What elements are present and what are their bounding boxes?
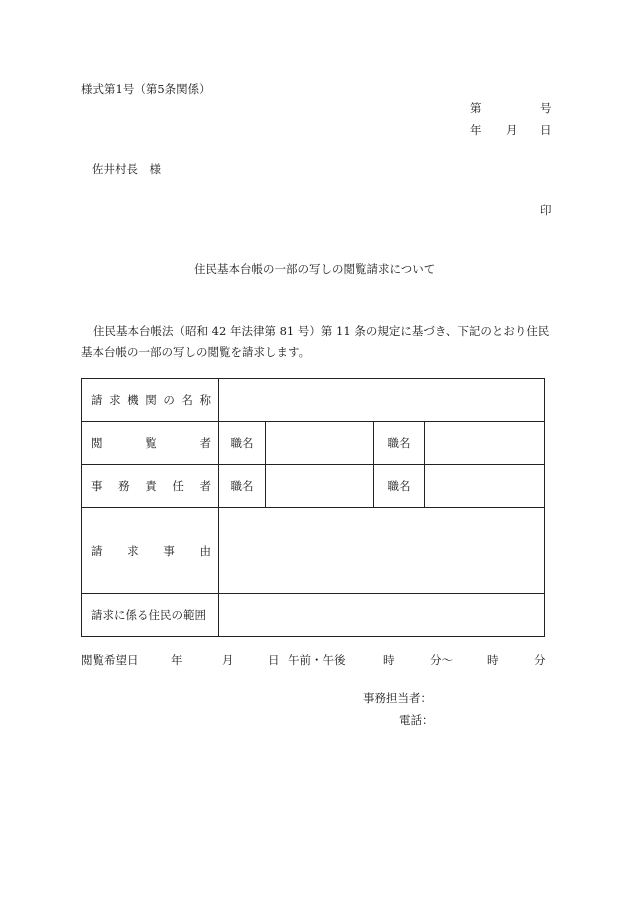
viewing-day: 日 <box>268 653 280 667</box>
reason-field[interactable] <box>219 508 545 594</box>
viewing-month: 月 <box>222 653 234 667</box>
date-day: 日 <box>540 123 552 137</box>
seal-mark: 印 <box>540 203 552 217</box>
manager-title-label-1: 職名 <box>219 465 266 508</box>
addressee: 佐井村長 様 <box>92 162 161 176</box>
manager-label-text: 事 務 責 任 者 <box>91 479 211 493</box>
viewing-date-label: 閲覧希望日 <box>81 653 139 667</box>
scope-label-text: 請求に係る住民の範囲 <box>91 608 206 622</box>
manager-title-field-1[interactable] <box>266 465 374 508</box>
doc-number-prefix: 第 <box>470 101 482 115</box>
date-month: 月 <box>506 123 518 137</box>
contact-person-label: 事務担当者： <box>363 691 432 705</box>
viewer-title-field-1[interactable] <box>266 422 374 465</box>
viewing-year: 年 <box>171 653 183 667</box>
reason-label <box>82 508 219 594</box>
agency-name-field[interactable] <box>219 379 545 422</box>
date-year: 年 <box>470 123 482 137</box>
viewing-ampm: 午前・午後 <box>288 653 346 667</box>
viewer-title-label-2: 職名 <box>374 422 425 465</box>
viewing-minute-end: 分 <box>534 653 546 667</box>
request-table <box>81 378 545 637</box>
scope-label <box>82 594 219 637</box>
document-title: 住民基本台帳の一部の写しの閲覧請求について <box>194 262 436 276</box>
viewer-title-label-1: 職名 <box>219 422 266 465</box>
viewer-label <box>82 422 219 465</box>
doc-number-suffix: 号 <box>540 101 552 115</box>
viewing-hour-start: 時 <box>383 653 395 667</box>
body-paragraph: 住民基本台帳法（昭和 42 年法律第 81 号）第 11 条の規定に基づき、下記のとおり住民基本台帳の一部の写しの閲覧を請求します。 <box>81 324 550 359</box>
agency-name-label-text: 請 求 機 関 の 名 称 <box>91 393 211 407</box>
form-id: 様式第1号（第5条関係） <box>81 82 211 96</box>
manager-label <box>82 465 219 508</box>
agency-name-label <box>82 379 219 422</box>
manager-title-field-2[interactable] <box>425 465 545 508</box>
viewing-minute-start: 分～ <box>430 653 453 667</box>
contact-phone-label: 電話： <box>399 713 434 727</box>
manager-title-label-2: 職名 <box>374 465 425 508</box>
scope-field[interactable] <box>219 594 545 637</box>
viewer-title-field-2[interactable] <box>425 422 545 465</box>
viewer-label-text: 閲 覧 者 <box>91 436 211 450</box>
viewing-hour-end: 時 <box>487 653 499 667</box>
reason-label-text: 請 求 事 由 <box>91 543 211 558</box>
